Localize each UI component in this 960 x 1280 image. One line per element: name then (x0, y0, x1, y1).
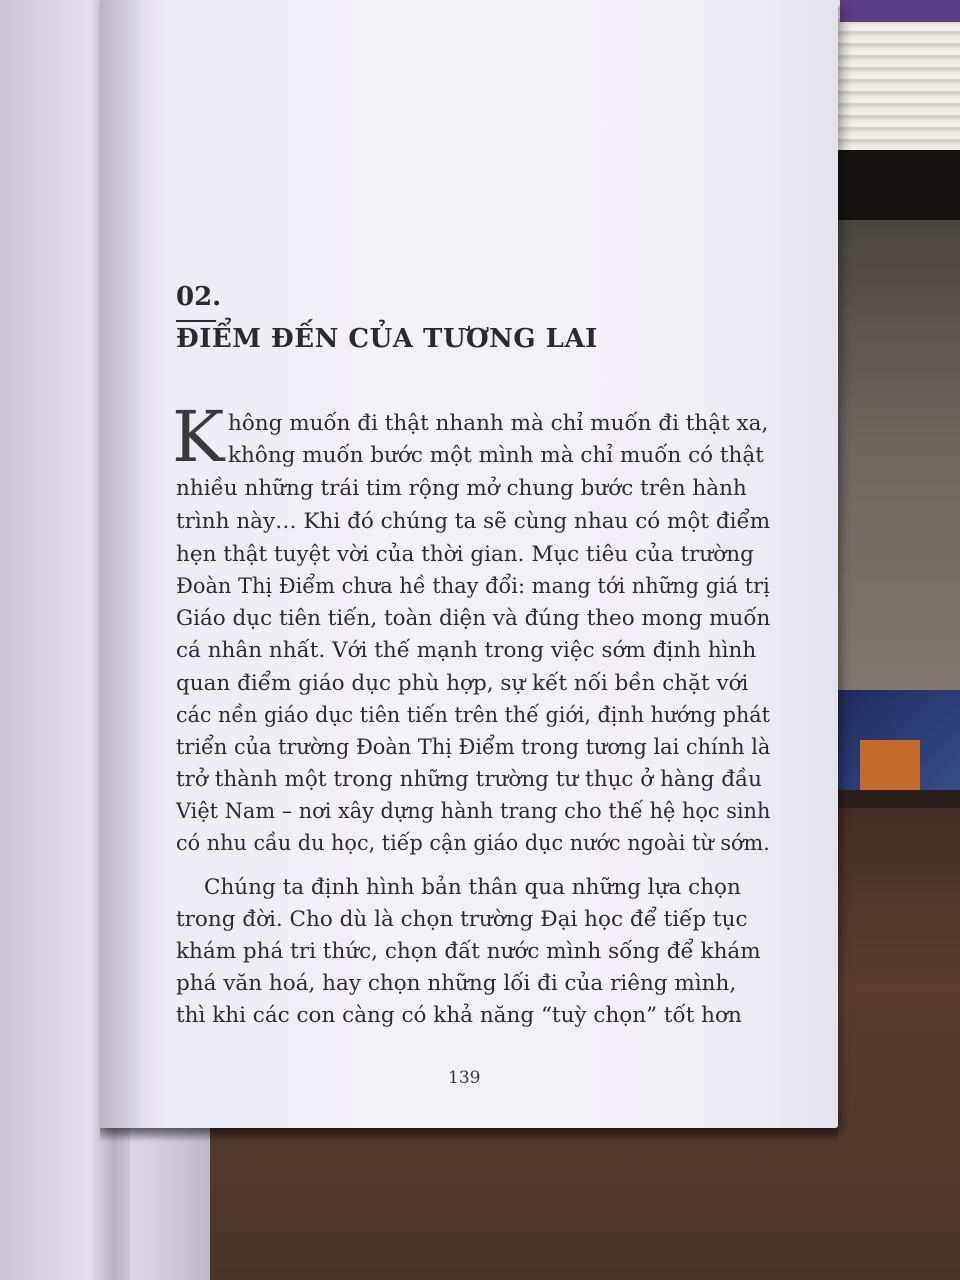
drop-cap-letter: K (172, 396, 225, 478)
chapter-title: ĐIỂM ĐẾN CỦA TƯƠNG LAI (176, 324, 598, 354)
text-line: phá văn hoá, hay chọn những lối đi của riêng mình, (176, 971, 737, 996)
text-line: triển của trường Đoàn Thị Điểm trong tương lai chính là (176, 735, 771, 760)
text-line: không muốn bước một mình mà chỉ muốn có thật (228, 443, 764, 468)
text-line: thì khi các con càng có khả năng “tuỳ chọn” tốt hơn (176, 1003, 742, 1028)
text-line: có nhu cầu du học, tiếp cận giáo dục nước ngoài từ sớm. (176, 831, 770, 856)
text-line: Chúng ta định hình bản thân qua những lựa chọn (204, 875, 741, 900)
text-line: Việt Nam – nơi xây dựng hành trang cho thế hệ học sinh (176, 799, 771, 824)
text-line: khám phá tri thức, chọn đất nước mình sống để khám (176, 939, 761, 964)
text-line: hẹn thật tuyệt vời của thời gian. Mục tiêu của trường (176, 542, 754, 567)
text-line: hông muốn đi thật nhanh mà chỉ muốn đi thật xa, (228, 411, 769, 436)
text-line: trình này… Khi đó chúng ta sẽ cùng nhau có một điểm (176, 509, 771, 534)
text-line: Giáo dục tiên tiến, toàn diện và đúng theo mong muốn (176, 606, 771, 631)
text-line: nhiều những trái tim rộng mở chung bước trên hành (176, 476, 747, 501)
chapter-number: 02. (176, 282, 222, 312)
text-line: Đoàn Thị Điểm chưa hề thay đổi: mang tới những giá trị (176, 574, 770, 599)
text-line: cá nhân nhất. Với thế mạnh trong việc sớm định hình (176, 638, 757, 663)
text-line: quan điểm giáo dục phù hợp, sự kết nối bền chặt với (176, 671, 749, 696)
text-line: các nền giáo dục tiên tiến trên thế giới, định hướng phát (176, 703, 770, 728)
text-line: trở thành một trong những trường tư thục ở hàng đầu (176, 767, 762, 792)
text-line: trong đời. Cho dù là chọn trường Đại học để tiếp tục (176, 907, 748, 932)
page-number: 139 (448, 1068, 481, 1088)
